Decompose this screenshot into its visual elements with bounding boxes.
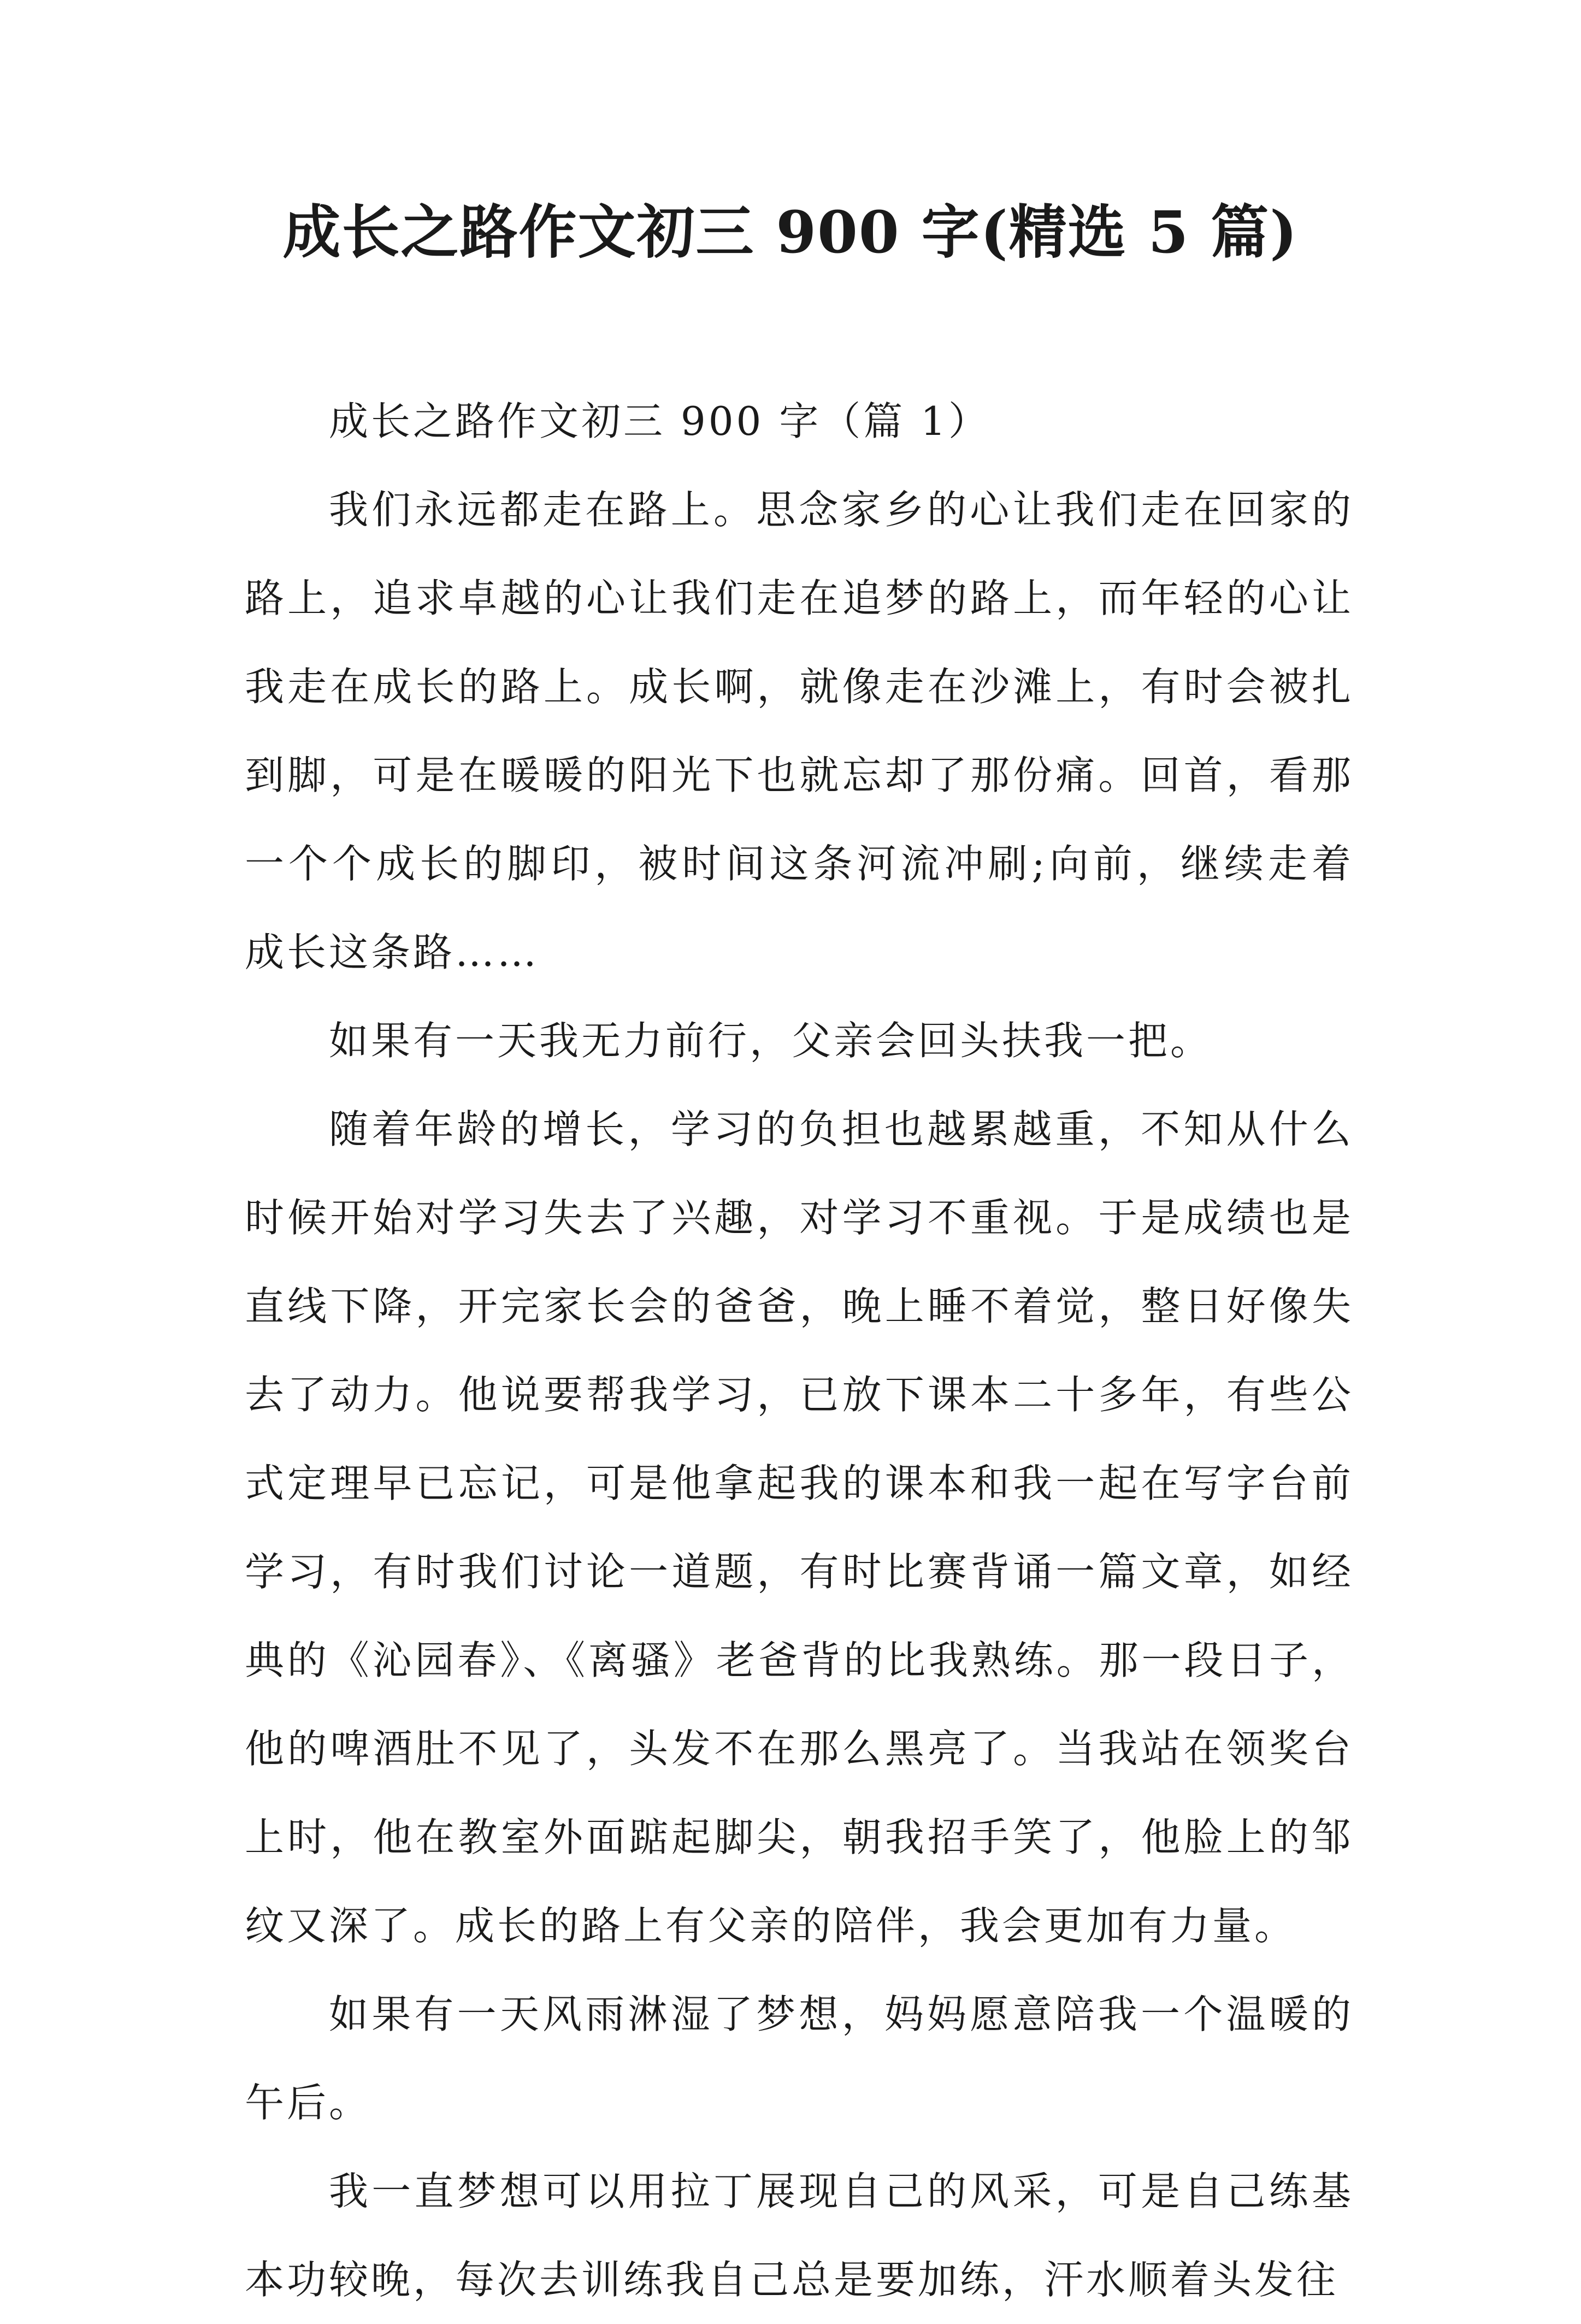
document-title: 成长之路作文初三 900 字(精选 5 篇): [282, 198, 1299, 266]
paragraph-2: 如果有一天我无力前行，父亲会回头扶我一把。: [329, 1018, 1213, 1064]
paragraph-3: 随着年龄的增长，学习的负担也越累越重，不知从什么时候开始对学习失去了兴趣，对学习不重视。于是成绩也是直线下降，开完家长会的爸爸，晚上睡不着觉，整日好像失去了动力。他说要帮我学习，已放下课本二十多年，有些公式定理早已忘记，可是他拿起我的课本和我一起在写字台前学习，有时我们讨论一道题，有时比赛背诵一篇文章，如经典的《沁园春》、《离骚》老爸背的比我熟练。那一段日子，他的啤酒肚不见了，头发不在那么黑亮了。当我站在领奖台上时，他在教室外面踮起脚尖，朝我招手笑了，他脸上的邹纹又深了。成长的路上有父亲的陪伴，我会更加有力量。: [245, 1106, 1354, 1949]
document-body: [245, 377, 1354, 2324]
paragraph-1: 我们永远都走在路上。思念家乡的心让我们走在回家的路上，追求卓越的心让我们走在追梦的路上，而年轻的心让我走在成长的路上。成长啊，就像走在沙滩上，有时会被扎到脚，可是在暖暖的阳光下也就忘却了那份痛。回首，看那一个个成长的脚印，被时间这条河流冲刷;向前，继续走着成长这条路……: [245, 487, 1354, 975]
paragraph-5: 我一直梦想可以用拉丁展现自己的风采，可是自己练基本功较晚，每次去训练我自己总是要加练，汗水顺着头发往: [245, 2168, 1354, 2303]
section-heading: 成长之路作文初三 900 字（篇 1）: [329, 398, 990, 444]
paragraph-4: 如果有一天风雨淋湿了梦想，妈妈愿意陪我一个温暖的午后。: [245, 1991, 1354, 2126]
